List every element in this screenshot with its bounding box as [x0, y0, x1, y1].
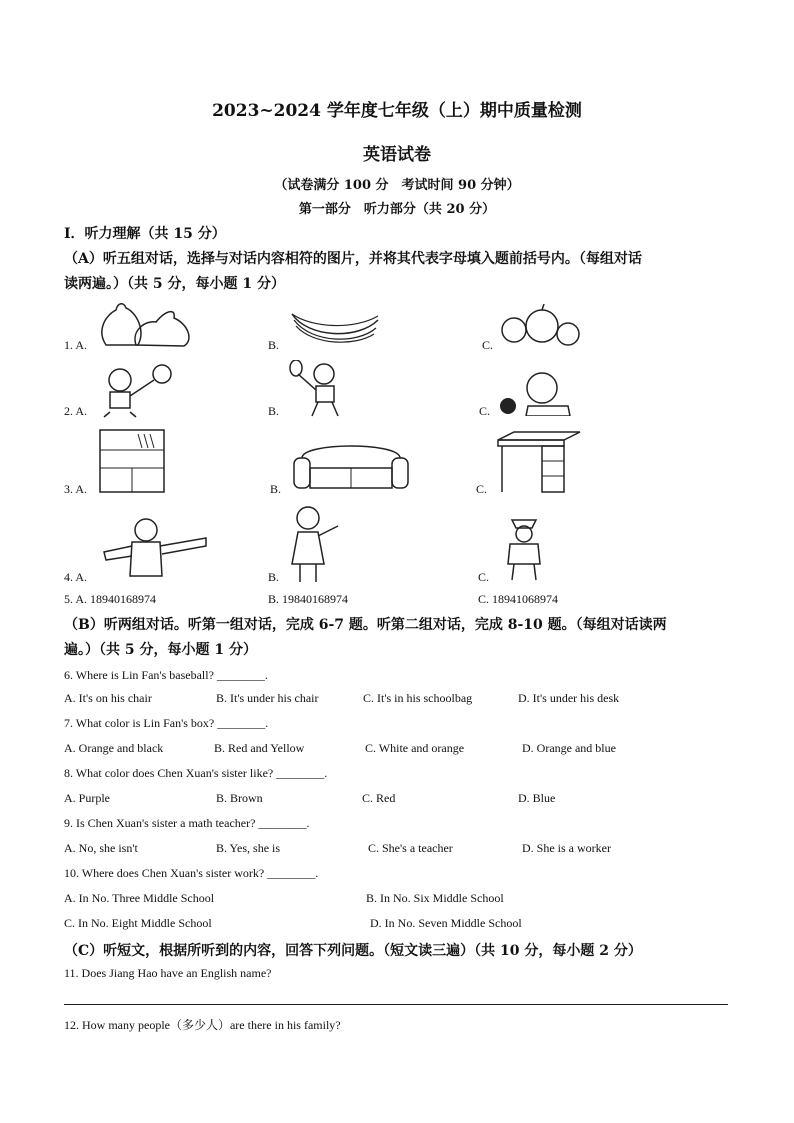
q3-option-b-label: B.: [270, 482, 282, 496]
q8-option-a: A. Purple: [64, 791, 110, 805]
q10-option-c: C. In No. Eight Middle School: [64, 916, 212, 930]
exam-info: （试卷满分 100 分 考试时间 90 分钟）: [274, 178, 520, 193]
exam-subtitle: 英语试卷: [363, 145, 431, 165]
q9-option-c: C. She's a teacher: [368, 841, 453, 855]
q2-option-c-label: C.: [479, 404, 491, 418]
question-10: 10. Where does Chen Xuan's sister work? ________.: [64, 866, 319, 880]
desk-icon: [494, 430, 582, 494]
boy-volleyball-icon: [96, 362, 178, 418]
q7-option-a: A. Orange and black: [64, 741, 164, 755]
q3-option-a-label: 3. A.: [64, 482, 88, 496]
q8-option-c: C. Red: [362, 791, 396, 805]
q6-option-b: B. It's under his chair: [216, 691, 319, 705]
question-9: 9. Is Chen Xuan's sister a math teacher? ________.: [64, 816, 310, 830]
q6-option-c: C. It's in his schoolbag: [363, 691, 473, 705]
part-heading: 第一部分 听力部分（共 20 分）: [298, 202, 496, 217]
q6-option-d: D. It's under his desk: [518, 691, 620, 705]
q10-option-b: B. In No. Six Middle School: [366, 891, 504, 905]
q10-option-d: D. In No. Seven Middle School: [370, 916, 522, 930]
q9-option-d: D. She is a worker: [522, 841, 611, 855]
q8-option-b: B. Brown: [216, 791, 263, 805]
teacher-icon: [286, 504, 342, 584]
pears-icon: [96, 300, 196, 350]
q4-option-a-label: 4. A.: [64, 570, 88, 584]
q9-option-a: A. No, she isn't: [64, 841, 138, 855]
section-b-instruction-cont: 遍。）（共 5 分，每小题 1 分）: [64, 642, 257, 658]
q5-option-b: B. 19840168974: [268, 592, 349, 606]
q1-option-c-label: C.: [482, 338, 494, 352]
q9-option-b: B. Yes, she is: [216, 841, 281, 855]
q2-option-b-label: B.: [268, 404, 280, 418]
section-c-instruction: （C）听短文，根据所听到的内容，回答下列问题。（短文读三遍）（共 10 分，每小题 2 分）: [64, 943, 642, 959]
q5-option-a: 5. A. 18940168974: [64, 592, 157, 606]
section-a-instruction: （A）听五组对话，选择与对话内容相符的图片，并将其代表字母填入题前括号内。（每组对话: [64, 251, 642, 267]
q6-option-a: A. It's on his chair: [64, 691, 152, 705]
q5-option-c: C. 18941068974: [478, 592, 559, 606]
q8-option-d: D. Blue: [518, 791, 556, 805]
question-7: 7. What color is Lin Fan's box? ________.: [64, 716, 269, 730]
boy-soccer-icon: [498, 370, 588, 416]
answer-line-11[interactable]: [64, 1004, 728, 1005]
section-a-instruction-cont: 读两遍。）（共 5 分，每小题 1 分）: [64, 276, 285, 292]
q4-option-c-label: C.: [478, 570, 490, 584]
question-6: 6. Where is Lin Fan's baseball? ________.: [64, 668, 268, 682]
q4-option-b-label: B.: [268, 570, 280, 584]
section-heading: Ⅰ．听力理解（共 15 分）: [64, 226, 226, 242]
bananas-icon: [288, 306, 383, 346]
exam-title: 2023~2024 学年度七年级（上）期中质量检测: [212, 101, 582, 121]
q1-option-b-label: B.: [268, 338, 280, 352]
apples-icon: [500, 304, 582, 350]
q10-option-a: A. In No. Three Middle School: [64, 891, 215, 905]
q3-option-c-label: C.: [476, 482, 488, 496]
q2-option-a-label: 2. A.: [64, 404, 88, 418]
question-12: 12. How many people（多少人）are there in his family?: [64, 1018, 341, 1032]
q7-option-b: B. Red and Yellow: [214, 741, 305, 755]
man-waving-icon: [98, 516, 210, 582]
q1-option-a-label: 1. A.: [64, 338, 88, 352]
boy-tennis-icon: [288, 360, 358, 418]
question-11: 11. Does Jiang Hao have an English name?: [64, 966, 272, 980]
bookcase-icon: [98, 428, 166, 494]
question-8: 8. What color does Chen Xuan's sister like? ________.: [64, 766, 328, 780]
q7-option-c: C. White and orange: [365, 741, 465, 755]
q7-option-d: D. Orange and blue: [522, 741, 616, 755]
police-officer-icon: [498, 514, 550, 582]
section-b-instruction: （B）听两组对话。听第一组对话，完成 6-7 题。听第二组对话，完成 8-10 题。（每组对话读两: [64, 617, 667, 633]
sofa-icon: [290, 438, 412, 492]
